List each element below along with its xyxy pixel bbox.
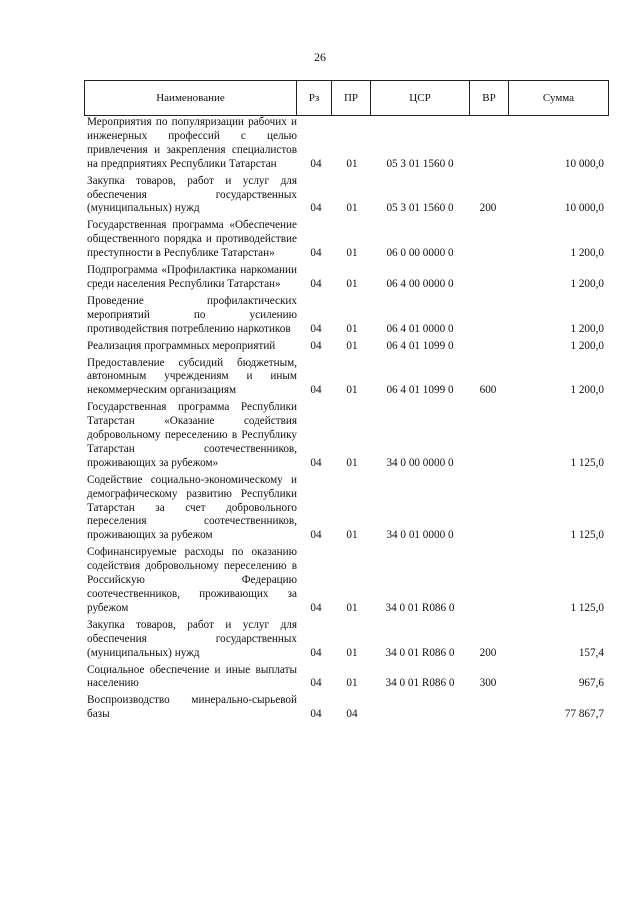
- row-name: Государственная программа Республики Татарстан «Оказание содействия добровольному переселению в Республику Татарстан соотечественников, проживающих за рубежом»: [87, 401, 297, 469]
- header-rz: Рз: [297, 81, 332, 116]
- header-sum: Сумма: [509, 81, 609, 116]
- row-csr: 06 4 00 0000 0: [386, 277, 454, 290]
- table-row: [87, 546, 607, 616]
- row-pr: 01: [346, 384, 358, 397]
- row-sum: 1 200,0: [570, 384, 604, 397]
- row-name: Государственная программа «Обеспечение общественного порядка и противодействие преступности в Республике Татарстан»: [87, 219, 297, 260]
- row-sum: 1 125,0: [570, 601, 604, 614]
- row-vr: 200: [479, 202, 497, 215]
- row-rz: 04: [310, 384, 322, 397]
- row-pr: 01: [346, 157, 358, 170]
- row-pr: 01: [346, 322, 358, 335]
- row-name: Воспроизводство минерально-сырьевой базы: [87, 694, 297, 721]
- row-pr: 01: [346, 677, 358, 690]
- row-pr: 01: [346, 456, 358, 469]
- row-sum: 1 200,0: [570, 247, 604, 260]
- row-sum: 77 867,7: [564, 708, 604, 721]
- row-csr: 34 0 01 R086 0: [385, 677, 455, 690]
- row-pr: 01: [346, 247, 358, 260]
- table-row: [87, 619, 607, 661]
- page-number: 26: [314, 50, 326, 64]
- row-rz: 04: [310, 456, 322, 469]
- row-rz: 04: [310, 708, 322, 721]
- table-row: [87, 357, 607, 399]
- row-name: Содействие социально-экономическому и демографическому развитию Республики Татарстан за счет добровольного переселения соотечественников, проживающих за рубежом: [87, 473, 297, 542]
- row-sum: 1 125,0: [570, 456, 604, 469]
- table-row: [87, 264, 607, 292]
- row-name: Мероприятия по популяризации рабочих и инженерных профессий с целью привлечения и закрепления специалистов на предприятиях Республики Татарстан: [87, 116, 297, 170]
- header-vr: ВР: [470, 81, 509, 116]
- row-rz: 04: [310, 322, 322, 335]
- row-vr: 600: [479, 384, 497, 397]
- row-pr: 01: [346, 529, 358, 542]
- row-vr: 300: [479, 677, 497, 690]
- row-pr: 04: [346, 708, 358, 721]
- row-csr: 34 0 01 0000 0: [386, 529, 454, 542]
- header-name: Наименование: [85, 81, 297, 116]
- row-sum: 1 200,0: [570, 277, 604, 290]
- table-row: [87, 340, 607, 354]
- budget-table-body: [87, 116, 607, 722]
- table-row: [87, 401, 607, 471]
- table-row: [87, 295, 607, 337]
- row-name: Реализация программных мероприятий: [87, 339, 276, 352]
- row-csr: 34 0 01 R086 0: [385, 646, 455, 659]
- row-rz: 04: [310, 277, 322, 290]
- row-pr: 01: [346, 646, 358, 659]
- row-csr: 05 3 01 1560 0: [386, 157, 454, 170]
- row-csr: 34 0 01 R086 0: [385, 601, 455, 614]
- row-sum: 157,4: [578, 646, 604, 659]
- row-name: Социальное обеспечение и иные выплаты населению: [87, 663, 297, 690]
- table-row: [87, 175, 607, 217]
- row-pr: 01: [346, 202, 358, 215]
- row-pr: 01: [346, 277, 358, 290]
- row-rz: 04: [310, 202, 322, 215]
- row-rz: 04: [310, 247, 322, 260]
- row-rz: 04: [310, 646, 322, 659]
- row-csr: 06 4 01 0000 0: [386, 322, 454, 335]
- row-csr: 06 4 01 1099 0: [386, 339, 454, 352]
- table-row: [87, 219, 607, 261]
- row-name: Закупка товаров, работ и услуг для обеспечения государственных (муниципальных) нужд: [87, 174, 297, 215]
- table-row: [87, 116, 607, 172]
- table-row: [87, 694, 607, 722]
- header-pr: ПР: [332, 81, 371, 116]
- row-name: Софинансируемые расходы по оказанию содействия добровольному переселению в Российскую Федерацию соотечественников, проживающих за рубежом: [87, 546, 297, 614]
- row-name: Проведение профилактических мероприятий по усилению противодействия потреблению наркотиков: [87, 294, 297, 335]
- row-rz: 04: [310, 601, 322, 614]
- row-name: Предоставление субсидий бюджетным, автономным учреждениям и иным некоммерческим организациям: [87, 356, 297, 397]
- row-rz: 04: [310, 339, 322, 352]
- table-row: [87, 664, 607, 692]
- row-csr: 06 0 00 0000 0: [386, 247, 454, 260]
- row-csr: 05 3 01 1560 0: [386, 202, 454, 215]
- row-rz: 04: [310, 157, 322, 170]
- row-rz: 04: [310, 529, 322, 542]
- row-sum: 1 125,0: [570, 529, 604, 542]
- row-sum: 10 000,0: [564, 157, 604, 170]
- table-row: [87, 474, 607, 544]
- header-csr: ЦСР: [371, 81, 470, 116]
- table-header: [84, 80, 609, 116]
- row-sum: 967,6: [578, 677, 604, 690]
- row-pr: 01: [346, 339, 358, 352]
- row-sum: 1 200,0: [570, 322, 604, 335]
- row-csr: 34 0 00 0000 0: [386, 456, 454, 469]
- row-vr: 200: [479, 646, 497, 659]
- row-sum: 1 200,0: [570, 339, 604, 352]
- row-rz: 04: [310, 677, 322, 690]
- row-name: Закупка товаров, работ и услуг для обеспечения государственных (муниципальных) нужд: [87, 618, 297, 659]
- row-name: Подпрограмма «Профилактика наркомании среди населения Республики Татарстан»: [87, 264, 297, 290]
- row-pr: 01: [346, 601, 358, 614]
- row-csr: 06 4 01 1099 0: [386, 384, 454, 397]
- row-sum: 10 000,0: [564, 202, 604, 215]
